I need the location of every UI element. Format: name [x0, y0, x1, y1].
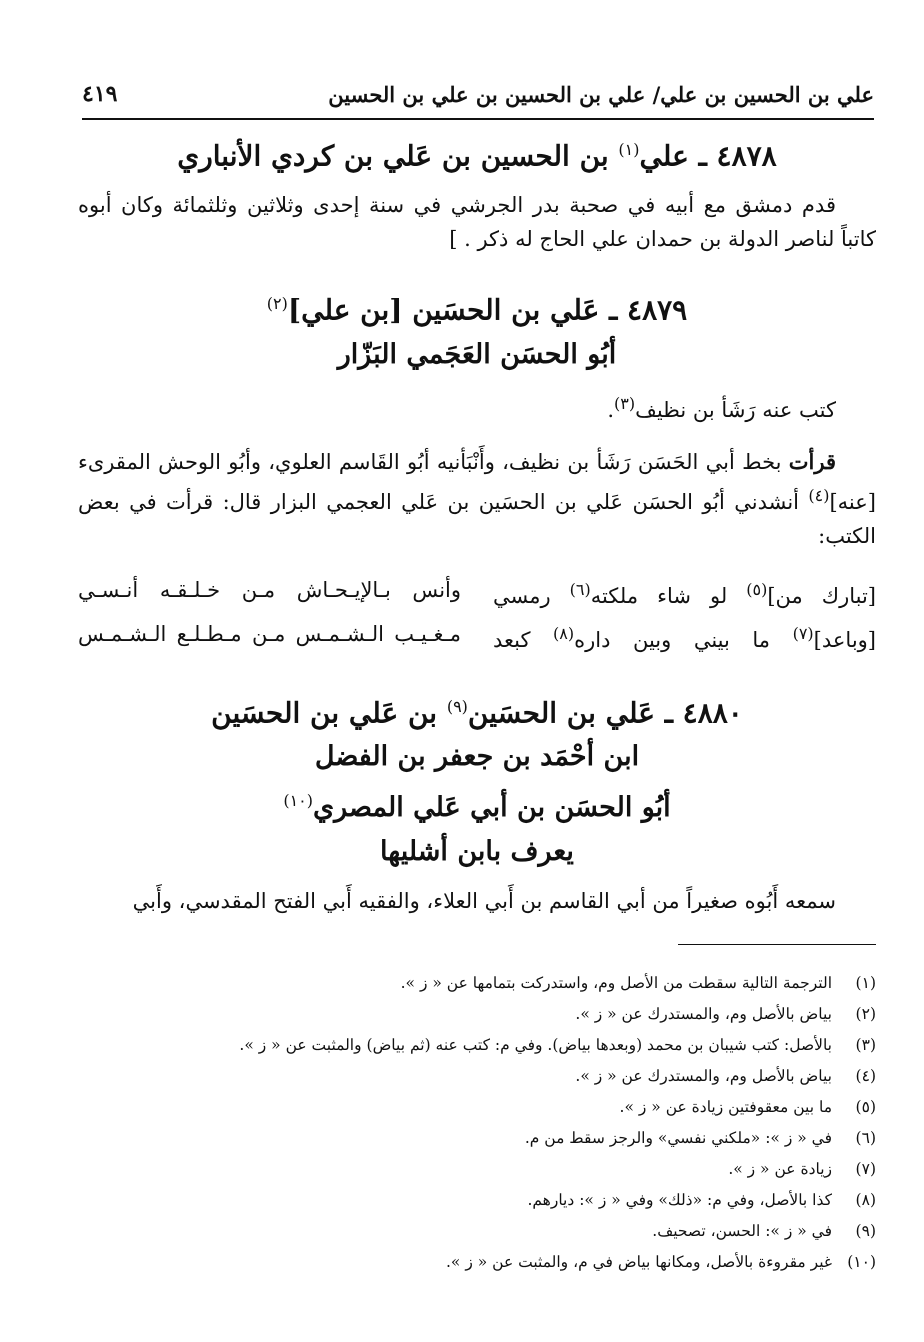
entry-4879-heading: [78, 282, 876, 332]
footnote-number: (٢): [855, 1005, 876, 1023]
footnote-ref: (١٠): [283, 790, 313, 810]
entry-4878-text: قدم دمشق مع أبيه في صحبة بدر الجرشي في سنة إحدى وثلاثين وثلثمائة وكان أبوه كاتباً لناصر الدولة بن حمدان علي الحاج له ذكر . ]: [78, 193, 876, 252]
footnote-text: بالأصل: كتب شيبان بن محمد (وبعدها بياض). وفي م: كتب عنه (ثم بياض) والمثبت عن « ز ».: [239, 1036, 832, 1054]
footnote-item: [78, 1185, 876, 1216]
entry-4880-heading-line-2: ابن أحْمَد بن جعفر بن الفضل: [314, 740, 640, 772]
entry-4879-paragraph: [78, 445, 876, 553]
line-text: .: [607, 397, 614, 422]
footnote-item: [78, 1216, 876, 1247]
verse-hemistich-left: وأنس بـالإيـحـاش مـن خـلـقـه أنـسـي: [78, 577, 462, 602]
footnote-number: (٥): [855, 1098, 876, 1116]
footnote-ref: (٤): [808, 485, 830, 505]
heading-text: أبُو الحسَن بن أبي عَلي المصري: [313, 791, 671, 823]
footnote-text: ما بين معقوفتين زيادة عن « ز ».: [619, 1098, 832, 1116]
verse-line-2: [78, 615, 876, 659]
footnote-text: في « ز »: «ملكني نفسي» والرجز سقط من م.: [524, 1129, 832, 1147]
footnote-item: [78, 968, 876, 999]
footnote-text: بياض بالأصل وم، والمستدرك عن « ز ».: [575, 1067, 832, 1085]
footnote-item: [78, 1061, 876, 1092]
footnote-text: في « ز »: الحسن، تصحيف.: [652, 1222, 832, 1240]
heading-text: ٤٨٧٨ ـ علي: [639, 139, 777, 173]
para-text: أنشدني أبُو الحسَن عَلي بن الحسَين بن عَلي العجمي البزار قال: قرأت في بعض الكتب:: [78, 489, 876, 548]
heading-text: بن الحسين بن عَلي بن كردي الأنباري: [177, 139, 619, 173]
heading-text: ٤٨٧٩ ـ عَلي بن الحسَين [بن علي]: [287, 293, 688, 327]
footnote-number: (٣): [855, 1036, 876, 1054]
verse-text: لو شاء ملكته: [590, 583, 747, 608]
verse-text: [تبارك من]: [767, 583, 876, 608]
lead-word: قرأت: [788, 448, 836, 474]
footnote-text: بياض بالأصل وم، والمستدرك عن « ز ».: [575, 1005, 832, 1023]
footnote-item: [78, 1247, 876, 1278]
footnote-number: (١): [855, 974, 876, 992]
footnote-divider: [678, 944, 876, 945]
entry-4879-subheading: أبُو الحسَن العَجَمي البَزّار: [337, 338, 617, 370]
verse-text: رمسي: [492, 583, 570, 608]
footnote-text: زيادة عن « ز ».: [728, 1160, 832, 1178]
heading-text: ٤٨٨٠ ـ عَلي بن الحسَين: [467, 695, 743, 729]
footnote-item: [78, 1123, 876, 1154]
footnote-ref: (١): [618, 140, 640, 159]
footnote-number: (٨): [855, 1191, 876, 1209]
entry-4880-heading-line-4: يعرف بابن أشليها: [380, 835, 574, 867]
footnote-text: كذا بالأصل، وفي م: «ذلك» وفي « ز »: ديارهم.: [527, 1191, 832, 1209]
footnote-ref: (٦): [569, 579, 591, 599]
verse-text: [وباعد]: [813, 627, 876, 652]
footnote-item: [78, 1030, 876, 1061]
verse-text: ما بيني وبين داره: [574, 627, 793, 652]
heading-text: بن عَلي بن الحسَين: [211, 695, 447, 729]
footnote-item: [78, 1092, 876, 1123]
para-text: بخط أبي الحَسَن رَشَأ بن نظيف، وأَنْبَأنيه أبُو القَاسم العلوي، وأبُو الوحش المقرىء [عنه]: [78, 449, 876, 514]
verse-hemistich-right: [493, 615, 876, 659]
footnote-item: [78, 1154, 876, 1185]
verse-line-1: [78, 571, 876, 615]
footnote-number: (١٠): [847, 1253, 876, 1271]
entry-4880-heading-line-3: [78, 779, 876, 830]
footnote-ref: (٨): [553, 623, 575, 643]
running-title: علي بن الحسين بن علي/ علي بن الحسين بن علي بن الحسين: [328, 81, 874, 107]
footnote-number: (٩): [855, 1222, 876, 1240]
footnote-ref: (٩): [446, 696, 468, 716]
footnotes: [78, 968, 876, 1278]
footnote-number: (٤): [855, 1067, 876, 1085]
entry-4878-heading: [78, 128, 876, 178]
verse-hemistich-left: مـغـيـب الـشـمـس مـن مـطـلـع الـشـمـس: [78, 621, 462, 646]
footnote-number: (٦): [855, 1129, 876, 1147]
verse-text: كبعد: [492, 627, 553, 652]
entry-4880-heading: [78, 685, 876, 735]
line-text: كتب عنه رَشَأ بن نظيف: [635, 397, 836, 422]
footnote-text: الترجمة التالية سقطت من الأصل وم، واستدركت بتمامها عن « ز ».: [400, 974, 832, 992]
footnote-text: غير مقروءة بالأصل، ومكانها بياض في م، والمثبت عن « ز ».: [445, 1253, 832, 1271]
entry-4880-text: سمعه أَبُوه صغيراً من أبي القاسم بن أَبي العلاء، والفقيه أَبي الفتح المقدسي، وأَبي: [132, 888, 836, 913]
page-body: [78, 128, 876, 918]
footnote-ref: (٥): [746, 579, 768, 599]
footnote-item: [78, 999, 876, 1030]
footnote-ref: (٢): [266, 294, 288, 314]
footnote-number: (٧): [855, 1160, 876, 1178]
footnote-ref: (٧): [792, 623, 814, 643]
footnote-ref: (٣): [614, 393, 636, 413]
page-number: ٤١٩: [82, 81, 118, 107]
running-header: [82, 70, 874, 120]
entry-4879-line: [78, 387, 876, 427]
verse-hemistich-right: [493, 571, 876, 615]
